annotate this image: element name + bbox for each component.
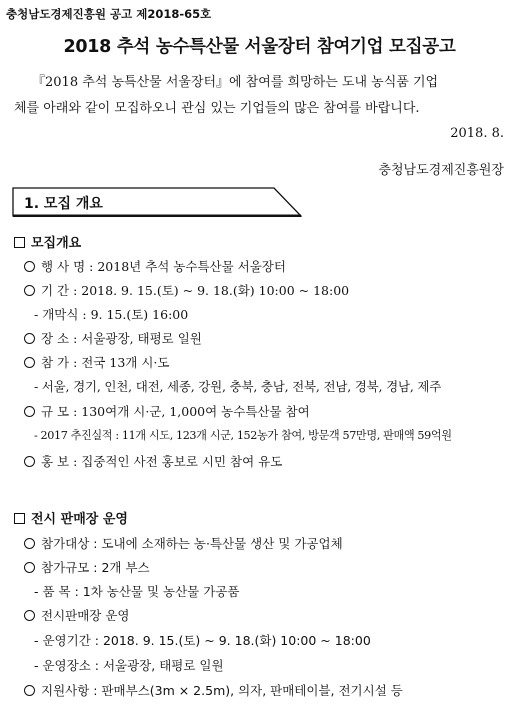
item-target: 참가대상 : 도내에 소재하는 농·특산물 생산 및 가공업체 [24,534,343,552]
item-venue: 장 소 : 서울광장, 태평로 일원 [24,329,202,347]
circle-bullet-icon [24,357,35,368]
item-participants: 참 가 : 전국 13개 시·도 [24,353,169,371]
item-regions: - 서울, 경기, 인천, 대전, 세종, 강원, 충북, 충남, 전북, 전남, 경북, 경남, 제주 [34,379,442,394]
item-support: 지원사항 : 판매부스(3m × 2.5m), 의자, 판매테이블, 전기시설 등 [24,681,403,699]
item-booth-operation: 전시판매장 운영 [24,606,130,624]
circle-bullet-icon [24,456,35,467]
document-title: 2018 추석 농수특산물 서울장터 참여기업 모집공고 [63,37,456,57]
circle-bullet-icon [24,610,35,621]
item-opening: - 개막식 : 9. 15.(토) 16:00 [34,307,189,322]
circle-bullet-icon [24,538,35,549]
item-size: 참가규모 : 2개 부스 [24,558,150,576]
item-products: - 품 목 : 1차 농산물 및 농산물 가공품 [34,584,240,599]
item-operation-period: - 운영기간 : 2018. 9. 15.(토) ~ 9. 18.(화) 10:00 ~ 18:00 [34,633,371,648]
overview-heading: 모집개요 [14,232,81,251]
item-event: 행 사 명 : 2018년 추석 농수특산물 서울장터 [24,257,286,275]
item-record-2017: - 2017 추진실적 : 11개 시도, 123개 시군, 152농가 참여, 방문객 57만명, 판매액 59억원 [34,429,452,442]
square-bullet-icon [14,237,25,248]
item-period: 기 간 : 2018. 9. 15.(토) ~ 9. 18.(화) 10:00 ~ 18:00 [24,281,349,299]
intro-line-2: 체를 아래와 같이 모집하오니 관심 있는 기업들의 많은 참여를 바랍니다. [14,101,420,116]
document-date: 2018. 8. [450,126,504,141]
section-title-overview: 1. 모집 개요 [24,196,103,212]
circle-bullet-icon [24,685,35,696]
square-bullet-icon [14,513,25,524]
intro-line-1: 『2018 추석 농특산물 서울장터』에 참여를 희망하는 도내 농식품 기업 [32,75,439,90]
circle-bullet-icon [24,406,35,417]
announcement-number: 충청남도경제진흥원 공고 제2018-65호 [6,7,212,21]
item-operation-place: - 운영장소 : 서울광장, 태평로 일원 [34,658,224,673]
circle-bullet-icon [24,261,35,272]
circle-bullet-icon [24,562,35,573]
circle-bullet-icon [24,285,35,296]
booth-heading: 전시 판매장 운영 [14,508,128,527]
circle-bullet-icon [24,333,35,344]
issuer-name: 충청남도경제진흥원장 [378,163,504,178]
item-promo: 홍 보 : 집중적인 사전 홍보로 시민 참여 유도 [24,452,282,470]
item-scale: 규 모 : 130여개 시·군, 1,000여 농수특산물 참여 [24,402,310,420]
